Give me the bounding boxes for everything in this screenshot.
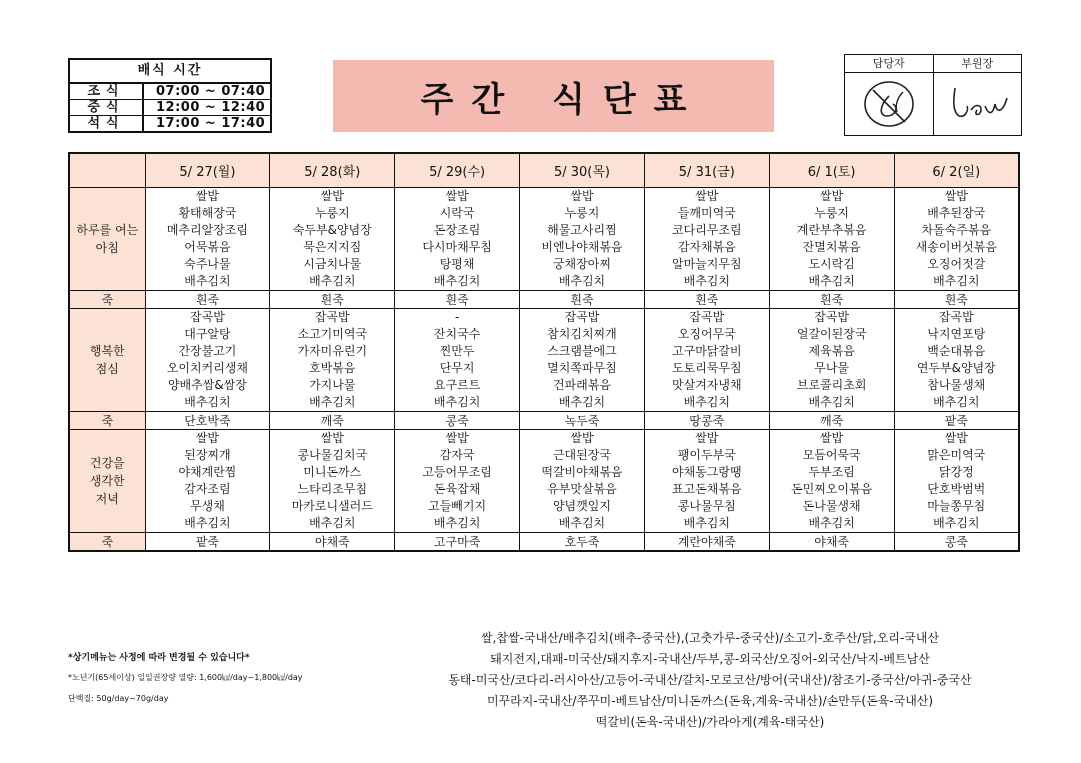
origin-line: 떡갈비(돈육-국내산)/가라아게(계육-태국산) (595, 715, 825, 729)
porridge-cell: 녹두죽 (520, 412, 645, 430)
change-notice: *상기메뉴는 사정에 따라 변경될 수 있습니다* (68, 653, 250, 663)
porridge-cell: 계란야채죽 (644, 533, 769, 552)
signature-vice-director-icon (934, 73, 1022, 135)
origin-line: 동태-미국산/코다리-러시아산/고등어-국내산/갈치-모로코산/방어(국내산)/참조기-중국산/아귀-중국산 (448, 673, 972, 687)
porridge-cell: 팥죽 (894, 412, 1019, 430)
porridge-cell: 콩죽 (395, 412, 520, 430)
meal-time-value: 17:00 ~ 17:40 (156, 116, 266, 131)
menu-cell: 잡곡밥 낙지연포탕 백순대볶음 연두부&양념장 참나물생채 배추김치 (894, 309, 1019, 412)
origin-line: 미꾸라지-국내산/쭈꾸미-베트남산/미니돈까스(돈육,계육-국내산)/손만두(돈육-국내산) (486, 694, 934, 708)
porridge-cell: 흰죽 (644, 291, 769, 309)
menu-cell: 쌀밥 맑은미역국 닭강정 단호박범벅 마늘쫑무침 배추김치 (894, 430, 1019, 533)
menu-cell: 쌀밥 누룽지 해물고사리찜 비엔나야채볶음 궁채장아찌 배추김치 (520, 188, 645, 291)
menu-cell: 쌀밥 배추된장국 차돌숙주볶음 새송이버섯볶음 오징어젓갈 배추김치 (894, 188, 1019, 291)
lunch-porridge-row (69, 412, 1019, 430)
signature-manager-icon (845, 73, 933, 135)
porridge-cell: 흰죽 (395, 291, 520, 309)
porridge-cell: 깨죽 (769, 412, 894, 430)
menu-cell: - 잔치국수 찐만두 단무지 요구르트 배추김치 (395, 309, 520, 412)
origin-info (400, 628, 1020, 733)
menu-cell: 잡곡밥 대구알탕 간장불고기 오이치커리생채 양배추쌈&쌈장 배추김치 (145, 309, 270, 412)
porridge-cell: 흰죽 (270, 291, 395, 309)
menu-cell: 쌀밥 들깨미역국 코다리무조림 감자채볶음 알마늘지무침 배추김치 (644, 188, 769, 291)
meal-time-value: 12:00 ~ 12:40 (156, 100, 266, 115)
day-header-row (69, 153, 1019, 188)
energy-note: *노년기(65세이상) 일일권장량 열량: 1,600㎉/day~1,800㎉/day (68, 673, 303, 682)
porridge-cell: 흰죽 (894, 291, 1019, 309)
porridge-cell: 흰죽 (520, 291, 645, 309)
approval-box (844, 54, 1022, 136)
day-header: 5/ 27(월) (145, 153, 270, 188)
menu-cell: 쌀밥 누룽지 계란부추볶음 잔멸치볶음 도시락김 배추김치 (769, 188, 894, 291)
porridge-cell: 팥죽 (145, 533, 270, 552)
day-header: 6/ 2(일) (894, 153, 1019, 188)
porridge-cell: 호두죽 (520, 533, 645, 552)
day-header: 6/ 1(토) (769, 153, 894, 188)
day-header: 5/ 28(화) (270, 153, 395, 188)
porridge-cell: 야채죽 (270, 533, 395, 552)
porridge-cell: 흰죽 (145, 291, 270, 309)
lunch-label: 행복한 점심 (69, 309, 145, 412)
title-banner (333, 60, 774, 132)
porridge-cell: 땅콩죽 (644, 412, 769, 430)
porridge-cell: 깨죽 (270, 412, 395, 430)
meal-time-label: 조식 (70, 84, 144, 99)
menu-cell: 잡곡밥 얼갈이된장국 제육볶음 무나물 브로콜리초회 배추김치 (769, 309, 894, 412)
dinner-label: 건강을 생각한 저녁 (69, 430, 145, 533)
porridge-cell: 야채죽 (769, 533, 894, 552)
porridge-cell: 콩죽 (894, 533, 1019, 552)
meal-time-row-lunch (70, 100, 270, 116)
porridge-label: 죽 (69, 533, 145, 552)
porridge-cell: 단호박죽 (145, 412, 270, 430)
menu-cell: 쌀밥 팽이두부국 야채동그랑땡 표고돈채볶음 콩나물무침 배추김치 (644, 430, 769, 533)
approval-vice-director (933, 55, 1022, 135)
meal-time-row-dinner (70, 116, 270, 131)
dinner-row (69, 430, 1019, 533)
menu-cell: 쌀밥 황태해장국 메추리알장조림 어묵볶음 숙주나물 배추김치 (145, 188, 270, 291)
meal-times-title: 배식 시간 (70, 60, 270, 84)
approval-manager (845, 55, 933, 135)
porridge-cell: 고구마죽 (395, 533, 520, 552)
lunch-row (69, 309, 1019, 412)
menu-cell: 잡곡밥 오징어무국 고구마닭갈비 도토리묵무침 맛살겨자냉채 배추김치 (644, 309, 769, 412)
porridge-label: 죽 (69, 291, 145, 309)
menu-cell: 쌀밥 누룽지 숙두부&양념장 묵은지지짐 시금치나물 배추김치 (270, 188, 395, 291)
breakfast-row (69, 188, 1019, 291)
menu-cell: 잡곡밥 참치김치찌개 스크램블에그 멸치쪽파무침 건파래볶음 배추김치 (520, 309, 645, 412)
approval-vice-director-label: 부원장 (934, 55, 1022, 73)
table-corner (69, 153, 145, 188)
menu-cell: 쌀밥 된장찌개 야채계란찜 감자조림 무생채 배추김치 (145, 430, 270, 533)
porridge-label: 죽 (69, 412, 145, 430)
meal-times-box (68, 58, 272, 133)
day-header: 5/ 29(수) (395, 153, 520, 188)
breakfast-label: 하루를 여는 아침 (69, 188, 145, 291)
porridge-cell: 흰죽 (769, 291, 894, 309)
menu-cell: 쌀밥 콩나물김치국 미니돈까스 느타리조무침 마카로니샐러드 배추김치 (270, 430, 395, 533)
meal-time-row-breakfast (70, 84, 270, 100)
weekly-menu-table (68, 152, 1020, 552)
day-header: 5/ 30(목) (520, 153, 645, 188)
origin-line: 쌀,찹쌀-국내산/배추김치(배추-중국산),(고춧가루-중국산)/소고기-호주산/닭,오리-국내산 (480, 631, 940, 645)
page-title: 주간 식단표 (420, 79, 705, 120)
menu-cell: 쌀밥 모듬어묵국 두부조림 돈민찌오이볶음 돈나물생채 배추김치 (769, 430, 894, 533)
menu-cell: 쌀밥 시락국 돈장조림 다시마채무침 탕평채 배추김치 (395, 188, 520, 291)
breakfast-porridge-row (69, 291, 1019, 309)
meal-time-label: 석식 (70, 116, 144, 131)
menu-cell: 잡곡밥 소고기미역국 가자미유린기 호박볶음 가지나물 배추김치 (270, 309, 395, 412)
day-header: 5/ 31(금) (644, 153, 769, 188)
meal-time-value: 07:00 ~ 07:40 (156, 84, 266, 99)
approval-manager-label: 담당자 (845, 55, 933, 73)
meal-time-label: 중식 (70, 100, 144, 115)
dinner-porridge-row (69, 533, 1019, 552)
origin-line: 돼지전지,대패-미국산/돼지후지-국내산/두부,콩-외국산/오징어-외국산/낙지-베트남산 (490, 652, 930, 666)
protein-note: 단백질: 50g/day~70g/day (68, 694, 169, 703)
menu-cell: 쌀밥 근대된장국 떡갈비야채볶음 유부맛살볶음 양념깻잎지 배추김치 (520, 430, 645, 533)
menu-cell: 쌀밥 감자국 고등어무조림 돈육잡채 고들빼기지 배추김치 (395, 430, 520, 533)
